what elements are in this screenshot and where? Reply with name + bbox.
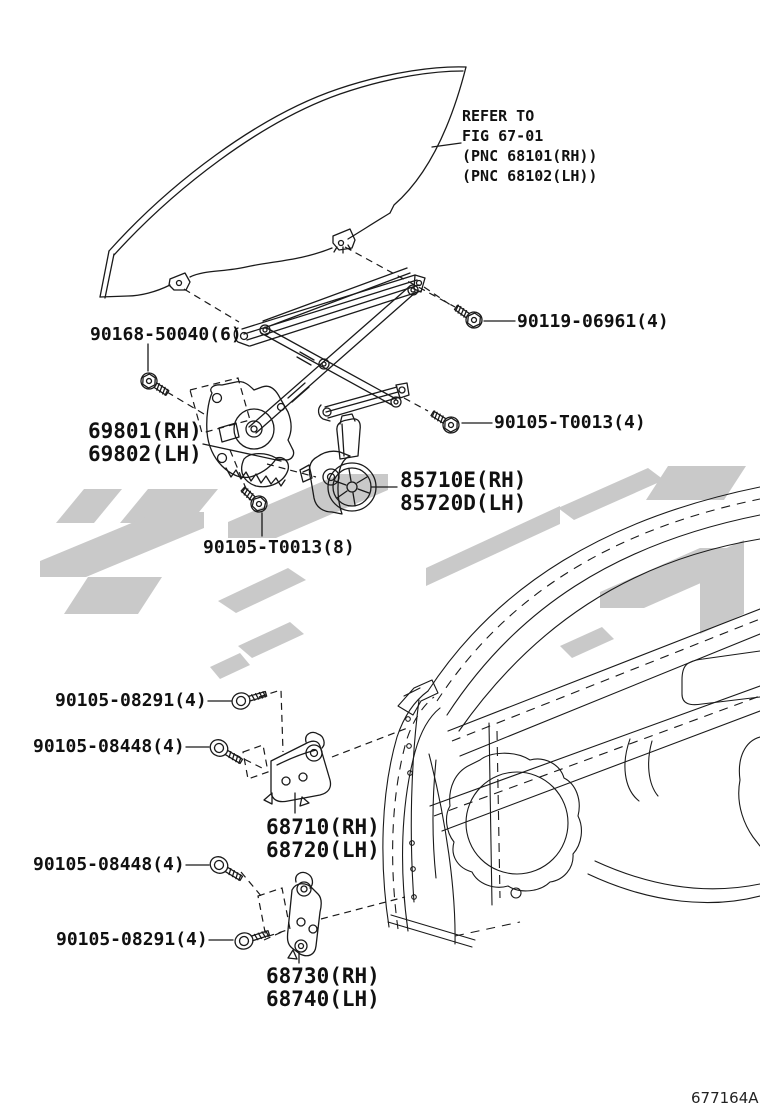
upper-door-hinge	[264, 732, 331, 806]
label-upper-door-hinge	[266, 816, 380, 862]
refer-note-line2: FIG 67-01	[462, 127, 544, 145]
refer-note-line1: REFER TO	[462, 107, 535, 125]
screw-90105-08291-upper	[230, 686, 268, 711]
glass-clip-left	[169, 273, 190, 290]
label-regulator-motor	[400, 469, 526, 515]
label-bolt-90105-t0013-8: 90105-T0013(8)	[203, 537, 355, 558]
door-glass	[100, 67, 466, 298]
bolt-90119-06961	[451, 301, 485, 331]
label-screw-90105-08291-lower: 90105-08291(4)	[56, 929, 208, 950]
label-screw-90105-08448-lower: 90105-08448(4)	[33, 854, 185, 875]
drawing-number: 677164A	[691, 1089, 759, 1107]
glass-clip-right	[333, 229, 355, 253]
label-hinge-upper-rh: 68710(RH)	[266, 815, 380, 839]
label-hinge-lower-lh: 68740(LH)	[266, 987, 380, 1011]
label-regulator-rh: 69801(RH)	[88, 419, 202, 443]
screw-90105-08448-upper	[207, 737, 245, 769]
label-bolt-90105-t0013-4: 90105-T0013(4)	[494, 412, 646, 433]
window-regulator	[207, 268, 425, 487]
refer-note	[462, 106, 597, 186]
refer-note-line3: (PNC 68101(RH))	[462, 147, 598, 165]
label-regulator-lh: 69802(LH)	[88, 442, 202, 466]
bolt-90168-50040	[138, 370, 172, 400]
label-lower-door-hinge	[266, 965, 380, 1011]
label-hinge-upper-lh: 68720(LH)	[266, 838, 380, 862]
watermark-logo	[40, 466, 746, 679]
label-screw-90105-08448-upper: 90105-08448(4)	[33, 736, 185, 757]
label-screw-90105-08291-upper: 90105-08291(4)	[55, 690, 207, 711]
label-bolt-90119-06961: 90119-06961(4)	[517, 311, 669, 332]
label-motor-lh: 85720D(LH)	[400, 491, 527, 515]
screw-90105-08448-lower	[207, 854, 245, 886]
lower-door-hinge	[287, 872, 321, 959]
label-hinge-lower-rh: 68730(RH)	[266, 964, 380, 988]
screw-90105-08291-lower	[233, 925, 271, 951]
bolt-90105-t0013-4	[428, 407, 462, 436]
label-bolt-90168-50040: 90168-50040(6)	[90, 324, 242, 345]
regulator-bracket	[207, 382, 294, 487]
refer-note-line4: (PNC 68102(LH))	[462, 167, 598, 185]
label-window-regulator	[88, 420, 202, 466]
label-motor-rh: 85710E(RH)	[400, 468, 527, 492]
